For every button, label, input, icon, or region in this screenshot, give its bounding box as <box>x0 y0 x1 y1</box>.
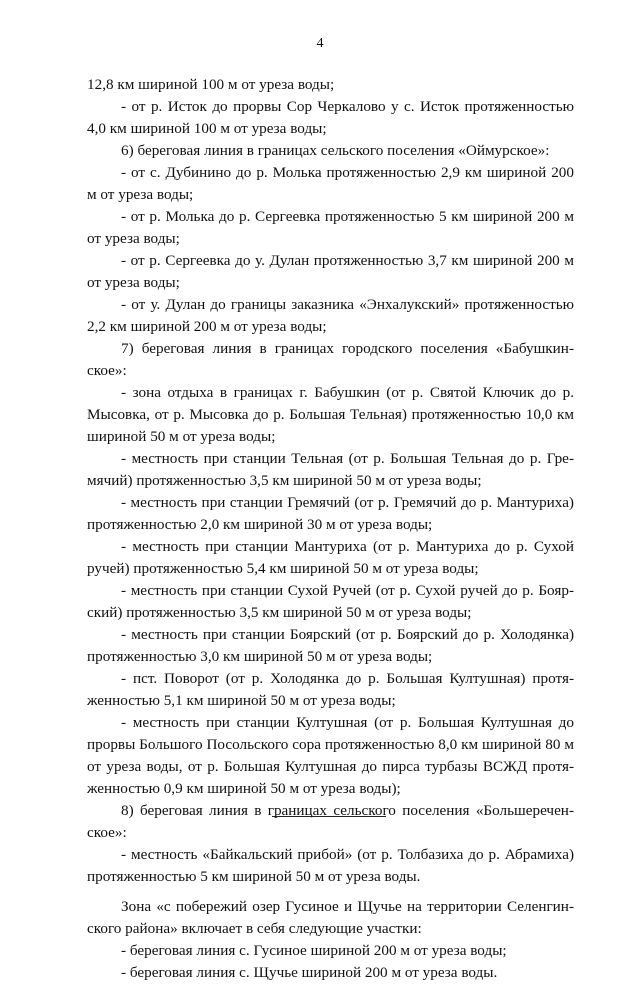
document-body <box>87 74 574 984</box>
paragraph: - местность при станции Култушная (от р. Большая Култушная до прорвы Большого Посольского сора протяженностью 8,0 км шириной 80 м от уреза воды, от р. Большая Култушная до пирса турбазы ВСЖД протяженностью 0,9 км шириной 50 м от уреза воды); <box>87 714 574 797</box>
paragraph: 6) береговая линия в границах сельского поселения «Оймурское»: <box>121 142 550 159</box>
paragraph: - от р. Исток до прорвы Сор Черкалово у с. Исток протяженностью 4,0 км шириной 100 м от уреза воды; <box>87 98 574 137</box>
paragraph: - местность при станции Мантуриха (от р. Мантуриха до р. Сухой ручей) протяженностью 5,4 км шириной 50 м от уреза воды; <box>87 538 574 577</box>
paragraph: - пст. Поворот (от р. Холодянка до р. Большая Култушная) протяженностью 5,1 км шириной 50 м от уреза воды; <box>87 670 574 709</box>
paragraph: 12,8 км шириной 100 м от уреза воды; <box>87 76 335 93</box>
paragraph: - местность при станции Сухой Ручей (от р. Сухой ручей до р. Боярский) протяженностью 3,5 км шириной 50 м от уреза воды; <box>87 582 574 621</box>
paragraph: - зона отдыха в границах г. Бабушкин (от р. Святой Ключик до р. Мысовка, от р. Мысовка до р. Большая Тельная) протяженностью 10,0 км шириной 50 м от уреза воды; <box>87 384 574 445</box>
page-number: 4 <box>316 36 324 51</box>
end-divider <box>272 816 386 817</box>
paragraph: 7) береговая линия в границах городского поселения «Бабушкинское»: <box>87 340 574 379</box>
paragraph: - местность при станции Гремячий (от р. Гремячий до р. Мантуриха) протяженностью 2,0 км шириной 30 м от уреза воды; <box>87 494 574 533</box>
paragraph: - местность при станции Боярский (от р. Боярский до р. Холодянка) протяженностью 3,0 км шириной 50 м от уреза воды; <box>87 626 574 665</box>
paragraph: Зона «с побережий озер Гусиное и Щучье на территории Селенгинского района» включает в себя следующие участки: <box>87 898 574 937</box>
paragraph: - местность при станции Тельная (от р. Большая Тельная до р. Гремячий) протяженностью 3,5 км шириной 50 м от уреза воды; <box>87 450 574 489</box>
paragraph: - береговая линия с. Щучье шириной 200 м от уреза воды. <box>121 964 498 981</box>
paragraph: - от с. Дубинино до р. Молька протяженностью 2,9 км шириной 200 м от уреза воды; <box>87 164 574 203</box>
paragraph: - от р. Молька до р. Сергеевка протяженностью 5 км шириной 200 м от уреза воды; <box>87 208 574 247</box>
paragraph: - от р. Сергеевка до у. Дулан протяженностью 3,7 км шириной 200 м от уреза воды; <box>87 252 574 291</box>
paragraph: - местность «Байкальский прибой» (от р. Толбазиха до р. Абрамиха) протяженностью 5 км шириной 50 м от уреза воды. <box>87 846 574 885</box>
paragraph: 8) береговая линия в границах сельского поселения «Большереченское»: <box>87 802 574 841</box>
paragraph: - от у. Дулан до границы заказника «Энхалукский» протяженностью 2,2 км шириной 200 м от уреза воды; <box>87 296 574 335</box>
paragraph: - береговая линия с. Гусиное шириной 200 м от уреза воды; <box>121 942 507 959</box>
